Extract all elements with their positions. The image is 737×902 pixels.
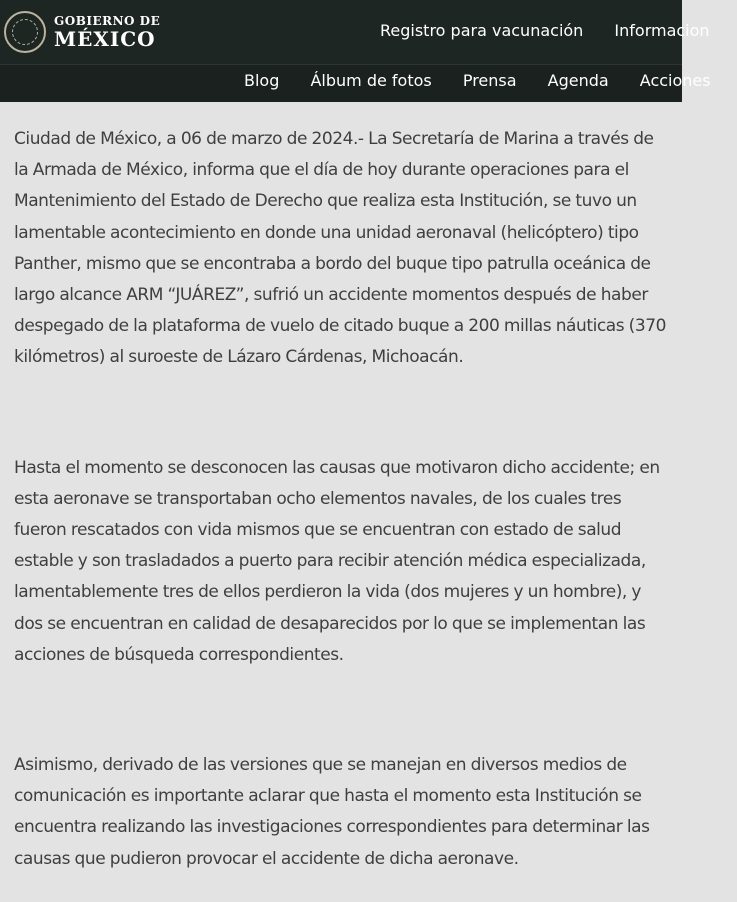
logo-text <box>54 15 160 50</box>
article-paragraph: Ciudad de México, a 06 de marzo de 2024.- La Secretaría de Marina a través de la Armada de México, informa que el día de hoy durante operaciones para el Mantenimiento del Estado de Derecho que realiza esta Institución, se tuvo un lamentable acontecimiento en donde una unidad aeronaval (helicóptero) tipo Panther, mismo que se encontraba a bordo del buque tipo patrulla oceánica de largo alcance ARM “JUÁREZ”, sufrió un accidente momentos después de haber despegado de la plataforma de vuelo de citado buque a 200 millas náuticas (370 kilómetros) al suroeste de Lázaro Cárdenas, Michoacán. <box>14 129 666 368</box>
sub-nav-bar <box>0 64 711 102</box>
sub-nav <box>244 71 737 90</box>
article-paragraph: Asimismo, derivado de las versiones que se manejan en diversos medios de comunicación es importante aclarar que hasta el momento esta Institución se encuentra realizando las investigaciones correspondientes para determinar las causas que pudieron provocar el accidente de dicha aeronave. <box>14 755 650 869</box>
nav-link-informacion[interactable]: Informacion <box>614 21 710 40</box>
nav-link-blog[interactable]: Blog <box>244 71 280 90</box>
coat-of-arms-icon <box>4 11 46 53</box>
nav-link-agenda[interactable]: Agenda <box>547 71 609 90</box>
nav-link-registro-vacunacion[interactable]: Registro para vacunación <box>380 21 584 40</box>
nav-link-acciones[interactable]: Acciones <box>639 71 711 90</box>
gobierno-de-mexico-logo[interactable] <box>4 9 160 55</box>
nav-link-prensa[interactable]: Prensa <box>462 71 517 90</box>
top-nav <box>380 21 736 40</box>
article-paragraph: Hasta el momento se desconocen las causas que motivaron dicho accidente; en esta aeronave se transportaban ocho elementos navales, de los cuales tres fueron rescatados con vida mismos que se encuentran con estado de salud estable y son trasladados a puerto para recibir atención médica especializada, lamentablemente tres de ellos perdieron la vida (dos mujeres y un hombre), y dos se encuentran en calidad de desaparecidos por lo que se implementan las acciones de búsqueda correspondientes. <box>14 457 660 665</box>
article-body <box>0 102 669 875</box>
logo-line1: GOBIERNO DE <box>54 13 161 28</box>
header-top-bar <box>0 0 710 64</box>
nav-link-album-fotos[interactable]: Álbum de fotos <box>310 71 432 90</box>
logo-line2: MÉXICO <box>54 26 156 51</box>
site-header <box>0 0 711 102</box>
